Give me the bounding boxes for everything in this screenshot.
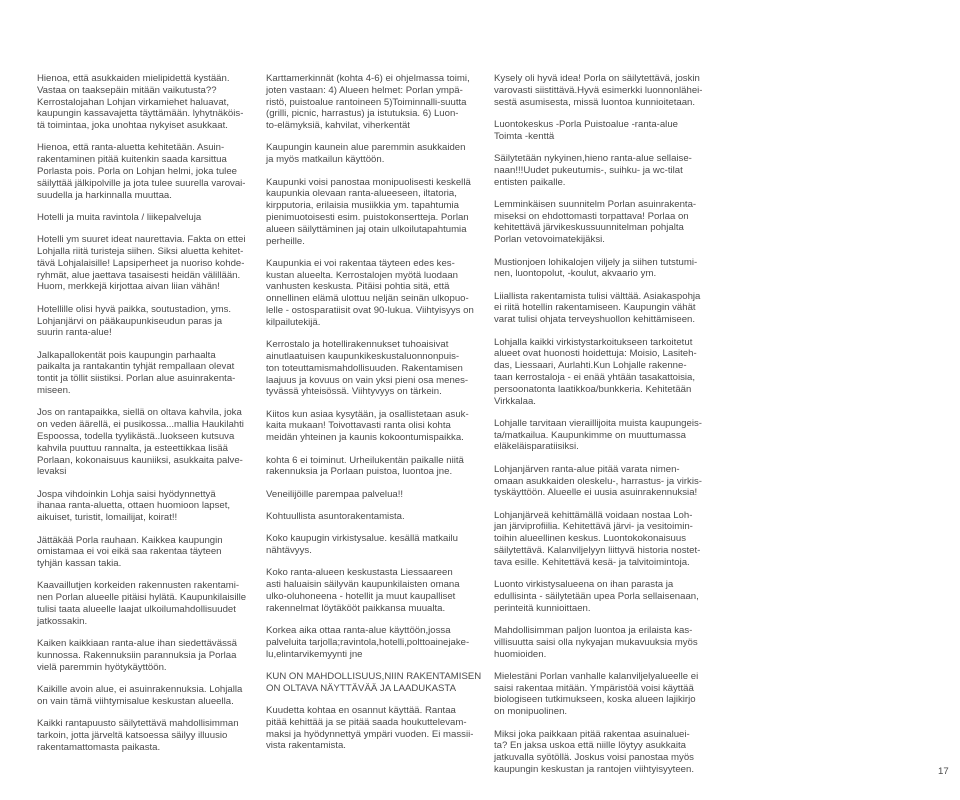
comment-paragraph: Jos on rantapaikka, siellä on oltava kahvila, joka on veden äärellä, ei pusikossa...mallia Haukilahti Espoossa, todella tyylikästä..luokseen kutsuva kahvila puuttuu rannalta, ja esteettikkaa lisää Porlaan, kokonaisuus kauniiksi, asukkaita palve- levaksi: [37, 407, 244, 478]
comment-paragraph: Lohjalle tarvitaan vieraillijoita muista kaupungeis- ta/matkailua. Kaupunkimme on muuttumassa eläkeläisparatiisiksi.: [494, 417, 702, 453]
comment-paragraph: Koko ranta-alueen keskustasta Liessaareen asti haluaisin säilyvän kaupunkilaisten omana ulko-oluhoneena - hotellit ja muut kaupalliset rakennelmat löytäkööt paikkansa muualta.: [266, 567, 460, 614]
comment-paragraph: Miksi joka paikkaan pitää rakentaa asuinaluei- ta? En jaksa uskoa että niille löytyy asukkaita jatkuvalla syötöllä. Joskus voisi panostaa myös kaupungin keskustan ja rantojen viihtyisyyteen.: [494, 728, 694, 775]
comment-paragraph: Kerrostalo ja hotellirakennukset tuhoaisivat ainutlaatuisen kaupunkikeskustaluonnonpuis- ton toteuttamismahdollisuuden. Rakentamisen laajuus ja kovuus on vain yksi pieni osa menes- tyvässä yhteisössä. Viihtyvyys on tärkein.: [266, 339, 469, 398]
comment-paragraph: kohta 6 ei toiminut. Urheilukentän paikalle niitä rakennuksia ja Porlaan puistoa, luontoa jne.: [266, 454, 464, 478]
comment-paragraph: Koko kaupugin virkistysalue. kesällä matkailu nähtävyys.: [266, 533, 458, 556]
comment-paragraph: Mahdollisimman paljon luontoa ja erilaista kas- villisuutta saisi olla nykyajan mukavuuksia myös huomioiden.: [494, 624, 698, 660]
comment-paragraph: Kaikille avoin alue, ei asuinrakennuksia. Lohjalla on vain tämä viihtymisalue keskustan alueella.: [37, 683, 243, 707]
comment-paragraph: Jalkapallokentät pois kaupungin parhaalta paikalta ja rantakantin tyhjät rempallaan olevat tontit ja töllit siistiksi. Porlan alue asuinrakenta- miseen.: [37, 349, 236, 397]
comment-paragraph: Lohjanjärven ranta-alue pitää varata nimen- omaan asukkaiden oleskelu-, harrastus- ja virkis- tyskäyttöön. Alueelle ei uusia asuinrakennuksia!: [494, 463, 702, 499]
comment-paragraph: Lemminkäisen suunnitelm Porlan asuinrakenta- miseksi on ehdottomasti torpattava! Porlaa on kehitettävä järvikeskussuunnitelman pohjalta Porlan vetovoimatekijäksi.: [494, 198, 697, 246]
comment-paragraph: Hotellille olisi hyvä paikka, soutustadion, yms. Lohjanjärvi on pääkaupunkiseudun paras ja suurin ranta-alue!: [37, 303, 232, 339]
text-column-3: [494, 73, 706, 786]
comment-paragraph: Karttamerkinnät (kohta 4-6) ei ohjelmassa toimi, joten vastaan: 4) Alueen helmet: Porlan ympä- ristö, puistoalue rantoineen 5)Toiminnalli-suutta (grilli, picnic, harrastus) ja istutuksia. 6) Luon- to-elämyksiä, kahvilat, viherkentät: [266, 73, 470, 132]
comment-paragraph: Hienoa, että ranta-aluetta kehitetään. Asuin- rakentaminen pitää kuitenkin saada karsittua Porlasta pois. Porla on Lohjan helmi, joka tulee säilyttää jälkipolville ja jota tulee suurella varovai- suudella ja harkinnalla muuttaa.: [37, 142, 246, 201]
comment-paragraph: Veneilijöille parempaa palvelua!!: [266, 488, 404, 500]
comment-paragraph: Kysely oli hyvä idea! Porla on säilytettävä, joskin varovasti siistittävä.Hyvä esimerkki luonnonlähei- sestä asumisesta, missä luontoa kunnioitetaan.: [494, 73, 703, 108]
comment-paragraph: Hotelli ja muita ravintola / liikepalveluja: [37, 211, 202, 223]
comment-paragraph: Kaupungin kaunein alue paremmin asukkaiden ja myös matkailun käyttöön.: [266, 142, 466, 166]
comment-paragraph: Kuudetta kohtaa en osannut käyttää. Rantaa pitää kehittää ja se pitää saada houkuttelevam- maksi ja hyödynnettyä ympäri vuoden. Ei massii- vista rakentamista.: [266, 704, 474, 752]
comment-paragraph: Kohtuullista asuntorakentamista.: [266, 510, 405, 522]
comment-paragraph: Kiitos kun asiaa kysytään, ja osallistetaan asuk- kaita mukaan! Toivottavasti ranta olisi kohta meidän yhteinen ja kaunis kokoontumispaikka.: [266, 408, 469, 444]
comment-paragraph: Luontokeskus -Porla Puistoalue -ranta-alue Toimta -kenttä: [494, 118, 678, 142]
comment-paragraph: Säilytetään nykyinen,hieno ranta-alue sellaise- naan!!!Uudet pukeutumis-, suihku- ja wc-tilat entisten paikalle.: [494, 152, 692, 188]
comment-paragraph: Kaavaillutjen korkeiden rakennusten rakentami- nen Porlan alueelle pitäisi hylätä. Kaupunkilaisille tulisi taata alueelle laajat ulkoilumahdollisuudet jatkossakin.: [37, 580, 247, 627]
comment-paragraph: Hotelli ym suuret ideat naurettavia. Fakta on ettei Lohjalla riitä turisteja siihen. Siksi aluetta kehitet- tävä Lohjalaisille! Lapsiperheet ja nuoriso kohde- ryhmät, alue jaettava tasaisesti heidän välillään. Huom, merkkejä kirjottaa aivan liian vähän!: [37, 234, 246, 293]
page-number: 17: [938, 766, 949, 777]
text-column-1: [37, 73, 249, 764]
comment-paragraph: Liiallista rakentamista tulisi välttää. Asiakaspohja ei riitä hotellin rakentamiseen. Kaupungin vähät varat tulisi ohjata terveyshuollon kehittämiseen.: [494, 290, 701, 326]
comment-paragraph: Hienoa, että asukkaiden mielipidettä kystään. Vastaa on taaksepäin mitään vaikutusta?? Kerrostalojahan Lohjan virkamiehet haluavat, kaupungin kassavajetta täyttämään. lyhytnäköis- tä toimintaa, joka unohtaa nykyiset asukkaat.: [37, 73, 244, 132]
comment-paragraph: Mustionjoen lohikalojen viljely ja siihen tutstumi- nen, luontopolut, -koulut, akvaario ym.: [494, 256, 698, 280]
comment-paragraph: Korkea aika ottaa ranta-alue käyttöön,jossa palveluita tarjolla;ravintola,hotelli,polttoainejake- lu,elintarvikemyynti jne: [266, 624, 470, 660]
comment-paragraph: Kaikki rantapuusto säilytettävä mahdollisimman tarkoin, jotta järveltä katsoessa säilyy illuusio rakentamattomasta paikasta.: [37, 718, 239, 753]
comment-paragraph: Jättäkää Porla rauhaan. Kaikkea kaupungin omistamaa ei voi eikä saa rakentaa täyteen tyhjän kassan takia.: [37, 534, 223, 570]
comment-paragraph: Mielestäni Porlan vanhalle kalanviljelyalueelle ei saisi rakentaa mitään. Ympäristöä voisi käyttää biologiseen tutkimukseen, koska alueen lajikirjo on monipuolinen.: [494, 670, 699, 718]
comment-paragraph: KUN ON MAHDOLLISUUS,NIIN RAKENTAMISEN ON OLTAVA NÄYTTÄVÄÄ JA LAADUKASTA: [266, 670, 482, 694]
comment-paragraph: Kaiken kaikkiaan ranta-alue ihan siedettävässä kunnossa. Rakennuksiin parannuksia ja Porlaa vielä paremmin hyötykäyttöön.: [37, 638, 237, 673]
comment-paragraph: Jospa vihdoinkin Lohja saisi hyödynnettyä ihanaa ranta-aluetta, ottaen huomioon lapset, aikuiset, turistit, lomailijat, koirat!!: [37, 488, 231, 524]
comment-paragraph: Kaupunki voisi panostaa monipuolisesti keskellä kaupunkia olevaan ranta-alueeseen, iltatoria, kirpputoria, erilaisia musiikkia ym. tapahtumia pienimuotoisesti esim. puistokonsertteja. Porlan alueen säilyttäminen jaj otain ulkoilutapahtumia perheille.: [266, 176, 471, 247]
comment-paragraph: Kaupunkia ei voi rakentaa täyteen edes kes- kustan alueelta. Kerrostalojen myötä luodaan vanhusten keskusta. Pitäisi pohtia sitä, että onnellinen elämä ulottuu neljän seinän ulkopuo- lelle - ostosparatiisit ovat 90-lukua. Viihtyisyys on kilpailutekijä.: [266, 257, 474, 328]
comment-paragraph: Luonto virkistysalueena on ihan parasta ja edullisinta - säilytetään upea Porla sellaisenaan, perinteitä kunnioittaen.: [494, 579, 699, 614]
text-column-2: [266, 73, 484, 763]
comment-paragraph: Lohjalla kaikki virkistystarkoitukseen tarkoitetut alueet ovat huonosti hoidettuja: Moisio, Lasiteh- das, Liessaari, Aurlahti.Kun Lohjalle rakenne- taan kerrostaloja - ei enää yhtään tasakattoisia, persoonatonta laatikkoa/bunkkeria. Kehitetään Virkkalaa.: [494, 336, 697, 407]
comment-paragraph: Lohjanjärveä kehittämällä voidaan nostaa Loh- jan järviprofiilia. Kehitettävä järvi- ja vesitoimin- toihin alueellinen keskus. Luontokokonaisuus säilytettävä. Kalanviljelyyn liittyvä historia nostet- tava esille. Kehitettävä kesä- ja talvitoimintoja.: [494, 509, 701, 568]
